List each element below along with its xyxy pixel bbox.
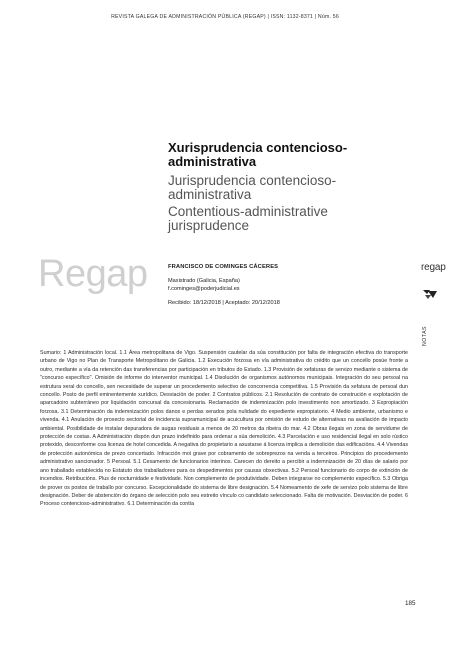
title-galician: Xurisprudencia contencioso-administrativa [168,140,348,169]
title-spanish: Jurisprudencia contencioso-administrativa [168,173,337,202]
running-header: REVISTA GALEGA DE ADMINISTRACIÓN PÚBLICA (REGAP) | ISSN: 1132-8371 | Núm. 56 [111,14,339,20]
page-number: 185 [405,600,416,607]
author-name: FRANCISCO DE COMINGES CÁCERES [168,264,279,270]
author-email: f.cominges@poderjudicial.es [168,285,240,292]
author-affiliation-block [168,278,398,293]
summary-text: Sumario: 1 Administración local. 1.1 Área metropolitana de Vigo. Suspensión cautelar da súa constitución por falta de integración efectiva do transporte urbano de Vigo no Plan de Transporte Metropolitano de Galicia. 1.2 Execución forzosa en vía administrativa do crédito que un concello posúe fronte a outro, mediante a vía da retención das transferencias por participación en tributos do Estado. 1.3 Provisión de xefaturas de servizo mediante o sistema de "concurso específico". Omisión de informe do interventor municipal. 1.4 Disolución de organismos autónomos municipais. Integración do seu persoal na estrutura xeral do concello, sen necesidade de superar un procedemento selectivo de concorrencia competitiva. 1.5 Provisión da xefatura de persoal dun concello. Posto de perfil eminentemente xurídico. Desviación de poder. 2 Contratos públicos. 2.1 Resolución de contrato de construción e explotación de aparcadoiro subterráneo por liquidación concursal da concesionaria. Reclamación de indemnización polo investimento non amortizado. 3 Expropiación forzosa. 3.1 Determinación da indemnización polos danos e perdas xerados pola nulidade do expediente expropiatorio. 4 Medio ambiente, urbanismo e vivenda. 4.1 Anulación de proxecto sectorial de incidencia supramunicipal de acuicultura por omisión de estudo de alternativas na avaliación de impacto ambiental. Posibilidade de instalar depuradora de augas residuais a menos de 20 metros da ribeira do mar. 4.2 Obras ilegais en zona de servidume de protección de costas. A Administración dispón dun prazo indefinido para ordenar a súa demolición. 4.3 Parcelación e uso residencial ilegal en solo rústico protexido, desconforme coa licenza de hotel concedida. A negativa do propietario a axustarse á licenza implica a demolición das edificacións. 4.4 Vivendas de protección autonómica de prezo concertado. Infracción moi grave por cobramento de sobreprezos na venda a terceiros. Principios do procedemento administrativo sancionador. 5 Persoal. 5.1 Cesamento de funcionarios interinos. Carecen do dereito a percibir a indemnización de 20 días de salario por ano traballado establecida no Estatuto dos traballadores para os despedimentos por causas obxectivas. 5.2 Persoal funcionario do corpo de extinción de incendios. Retribucións. Plus de nocturnidade e festividade. Non complemento de produtividade. Deben integrarse no complemento específico. 5.3 Obriga de prover os postos de traballo por concurso. Excepcionalidade do sistema de libre designación. 5.4 Nomeamento de xefe de servizo polo sistema de libre designación. Deber de abstención do órgano de selección polo seu estreito vínculo co candidato seleccionado. Falta de motivación. Desviación de poder. 6 Proceso contencioso-administrativo. 6.1 Determinación da contía [40,350,408,508]
title-english: Contentious-administrative jurisprudence [168,204,328,233]
article-titles [168,141,398,232]
received-accepted-dates: Recibido: 18/12/2018 | Aceptado: 20/12/2018 [168,300,280,306]
author-affiliation: Maxistrado (Galicia, España) [168,278,240,284]
regap-logo-large: Regap [38,253,148,295]
author-info [168,264,398,306]
regap-mark-icon [422,288,438,300]
regap-logo-small: regap [421,262,446,273]
section-label-notas: NOTAS [422,326,428,346]
